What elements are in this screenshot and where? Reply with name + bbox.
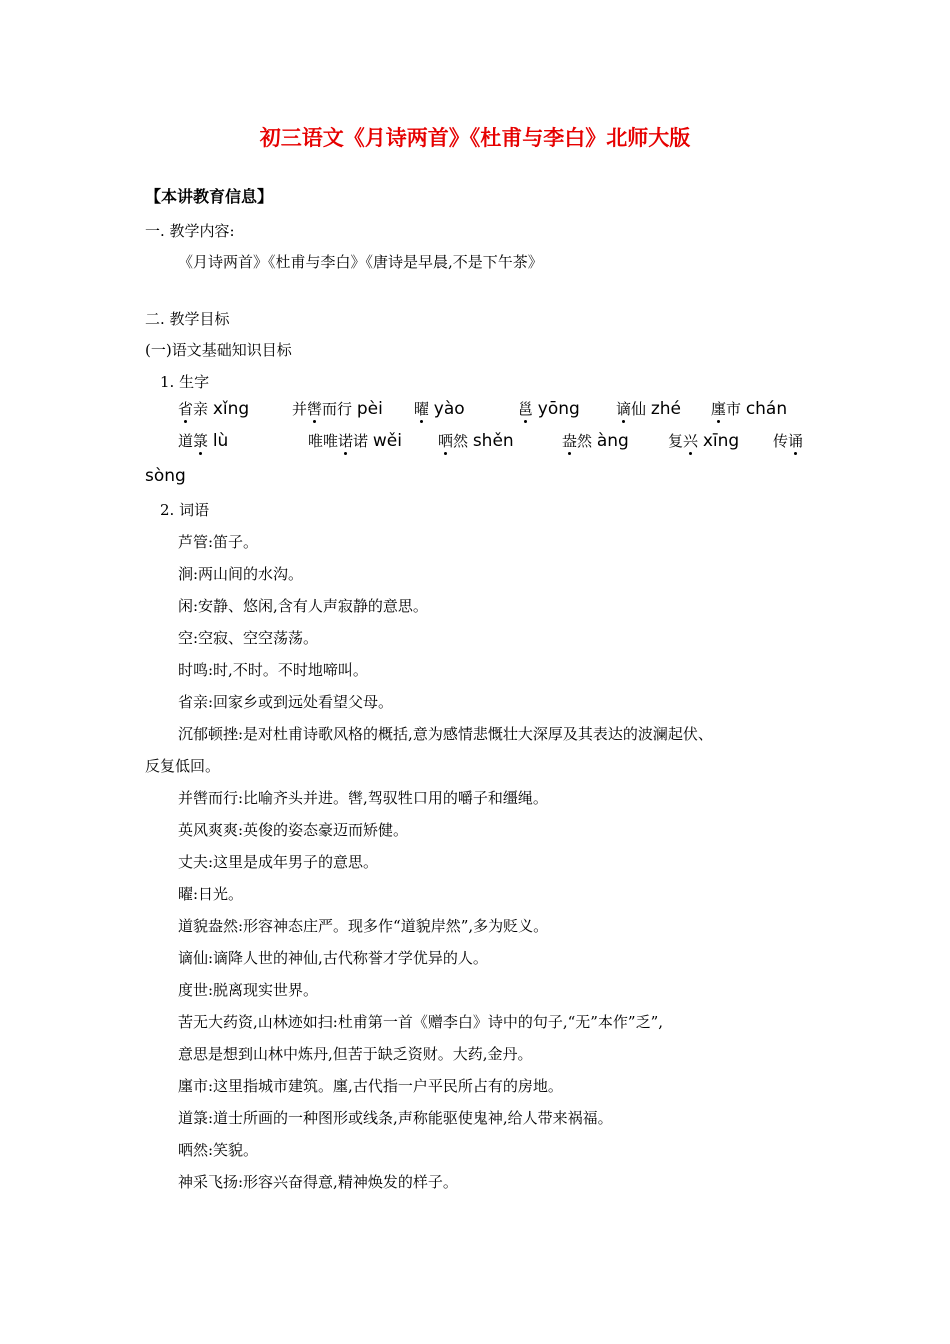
vocab-line: 时鸣:时,不时。不时地啼叫。	[178, 661, 368, 679]
char-item	[292, 398, 383, 419]
characters-row-3-pinyin: sòng	[145, 466, 186, 486]
vocab-line: 道貌盎然:形容神态庄严。现多作“道貌岸然”,多为贬义。	[178, 917, 549, 935]
char-item	[178, 398, 249, 419]
vocab-line-continued: 反复低回。	[145, 757, 221, 775]
item-vocabulary: 2. 词语	[160, 501, 210, 519]
char-pre: 道	[178, 432, 194, 450]
char-item	[668, 430, 739, 451]
vocab-line: 苦无大药资,山林迹如扫:杜甫第一首《赠李白》诗中的句子,“无”本作”乏”,	[178, 1013, 664, 1031]
char-dotted: 哂	[438, 432, 454, 450]
char-dotted: 谪	[616, 400, 632, 418]
char-item	[308, 430, 402, 451]
char-post: 诺	[353, 432, 369, 450]
char-post: 然	[453, 432, 469, 450]
char-pinyin: pèi	[356, 399, 383, 419]
char-pre: 复	[668, 432, 684, 450]
vocab-line: 省亲:回家乡或到远处看望父母。	[178, 693, 394, 711]
vocab-line: 谪仙:谪降人世的神仙,古代称誉才学优异的人。	[178, 949, 488, 967]
char-dotted: 邕	[518, 400, 534, 418]
char-post: 然	[577, 432, 593, 450]
vocab-line: 丈夫:这里是成年男子的意思。	[178, 853, 379, 871]
vocab-line: 空:空寂、空空荡荡。	[178, 629, 319, 647]
char-dotted: 盎	[562, 432, 578, 450]
char-pinyin: xīng	[702, 431, 740, 451]
char-pinyin: lù	[212, 431, 229, 451]
char-dotted: 箓	[193, 432, 209, 450]
char-pre: 唯唯	[308, 432, 339, 450]
vocab-line: 度世:脱离现实世界。	[178, 981, 319, 999]
char-dotted: 辔	[307, 400, 323, 418]
vocab-line: 神采飞扬:形容兴奋得意,精神焕发的样子。	[178, 1173, 458, 1191]
characters-row-2	[178, 430, 828, 458]
section-header: 【本讲教育信息】	[145, 187, 274, 206]
part1-heading: 一. 教学内容:	[145, 222, 235, 240]
vocab-line: 并辔而行:比喻齐头并进。辔,驾驭牲口用的嚼子和缰绳。	[178, 789, 548, 807]
char-pinyin: xǐng	[212, 399, 250, 419]
char-item	[562, 430, 629, 451]
char-pinyin: zhé	[650, 399, 681, 419]
part2-heading: 二. 教学目标	[145, 310, 230, 328]
char-dotted: 诵	[788, 432, 804, 450]
char-item	[178, 430, 228, 451]
characters-row-1	[178, 398, 828, 426]
char-pre: 并	[292, 400, 308, 418]
char-pinyin: wěi	[372, 431, 402, 451]
char-post: 市	[726, 400, 742, 418]
char-pinyin: yào	[433, 399, 465, 419]
char-pre: 传	[773, 432, 789, 450]
char-post: 而行	[322, 400, 353, 418]
vocab-line: 曜:日光。	[178, 885, 244, 903]
vocab-line: 廛市:这里指城市建筑。廛,古代指一户平民所占有的房地。	[178, 1077, 563, 1095]
vocab-line: 涧:两山间的水沟。	[178, 565, 304, 583]
vocab-line: 道箓:道士所画的一种图形或线条,声称能驱使鬼神,给人带来祸福。	[178, 1109, 613, 1127]
vocab-line-continued: 意思是想到山林中炼丹,但苦于缺乏资财。大药,金丹。	[178, 1045, 533, 1063]
part1-content: 《月诗两首》《杜甫与李白》《唐诗是早晨,不是下午茶》	[178, 253, 543, 271]
char-post: 亲	[193, 400, 209, 418]
item-new-characters: 1. 生字	[160, 373, 210, 391]
document-title: 初三语文《月诗两首》《杜甫与李白》北师大版	[259, 126, 691, 150]
part2-subheading: (一)语文基础知识目标	[145, 341, 292, 359]
char-pinyin: chán	[745, 399, 788, 419]
char-pinyin: àng	[596, 431, 629, 451]
vocab-line: 芦管:笛子。	[178, 533, 259, 551]
char-item	[414, 398, 465, 419]
char-item	[518, 398, 580, 419]
char-post: 仙	[631, 400, 647, 418]
vocab-line: 英风爽爽:英俊的姿态豪迈而矫健。	[178, 821, 409, 839]
char-dotted: 省	[178, 400, 194, 418]
char-dotted: 诺	[338, 432, 354, 450]
vocab-line: 闲:安静、悠闲,含有人声寂静的意思。	[178, 597, 428, 615]
char-item	[438, 430, 514, 451]
char-pinyin: yōng	[537, 399, 580, 419]
vocab-line: 哂然:笑貌。	[178, 1141, 259, 1159]
char-dotted: 廛	[711, 400, 727, 418]
char-dotted: 曜	[414, 400, 430, 418]
char-item	[616, 398, 681, 419]
char-dotted: 兴	[683, 432, 699, 450]
char-item	[773, 430, 803, 451]
char-pinyin: shěn	[472, 431, 514, 451]
char-item	[711, 398, 787, 419]
vocab-line: 沉郁顿挫:是对杜甫诗歌风格的概括,意为感情悲慨壮大深厚及其表达的波澜起伏、	[178, 725, 713, 743]
